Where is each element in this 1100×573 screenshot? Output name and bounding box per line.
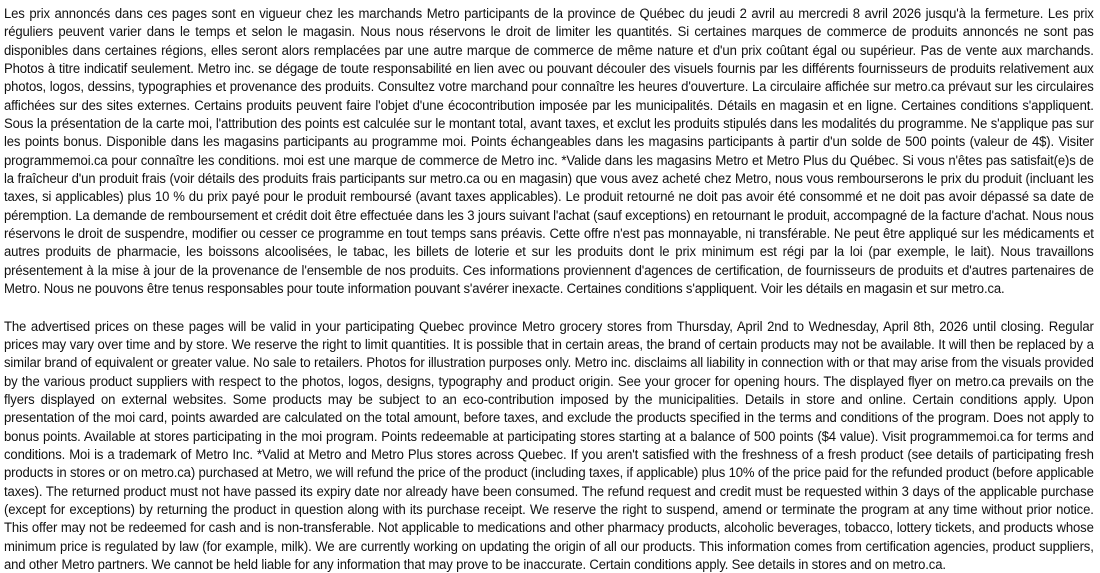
english-legal-paragraph: The advertised prices on these pages will be valid in your participating Quebec province Metro grocery stores from Thursday, April 2nd to Wednesday, April 8th, 2026 until closing. Regular prices may vary over time and by store. We reserve the right to limit quantities. It is possible that in certain areas, the brand of certain products may not be available. It will then be replaced by a similar brand of equivalent or greater value. No sale to retailers. Photos for illustration purposes only. Metro inc. disclaims all liability in connection with or that may arise from the visuals provided by the various product suppliers with respect to the photos, logos, designs, typography and product origin. See your grocer for opening hours. The displayed flyer on metro.ca prevails on the flyers displayed on external websites. Some products may be subject to an eco-contribution imposed by the municipalities. Details in store and online. Certain conditions apply. Upon presentation of the moi card, points awarded are calculated on the total amount, before taxes, and exclude the products specified in the terms and conditions of the program. Does not apply to bonus points. Available at stores participating in the moi program. Points redeemable at participating stores starting at a balance of 500 points ($4 value). Visit programmemoi.ca for terms and conditions. Moi is a trademark of Metro Inc. *Valid at Metro and Metro Plus stores across Quebec. If you aren't satisfied with the freshness of a fresh product (see details of participating fresh products in stores or on metro.ca) purchased at Metro, we will refund the price of the product (including taxes, if applicable) plus 10% of the price paid for the refunded product (before applicable taxes). The returned product must not have passed its expiry date nor already have been consumed. The refund request and credit must be requested within 3 days of the applicable purchase (except for exceptions) by returning the product in question along with its purchase receipt. We reserve the right to suspend, amend or terminate the program at any time without prior notice. This offer may not be redeemed for cash and is non-transferable. Not applicable to medications and other pharmacy products, alcoholic beverages, tobacco, lottery tickets, and products whose minimum price is regulated by law (for example, milk). We are currently working on updating the origin of all our products. This information comes from certification agencies, product suppliers, and other Metro partners. We cannot be held liable for any information that may prove to be inaccurate. Certain conditions apply. See details in stores and on metro.ca.: [4, 317, 1094, 573]
french-legal-paragraph: Les prix annoncés dans ces pages sont en vigueur chez les marchands Metro participants de la province de Québec du jeudi 2 avril au mercredi 8 avril 2026 jusqu'à la fermeture. Les prix réguliers peuvent varier dans le temps et selon le magasin. Nous nous réservons le droit de limiter les quantités. Si certaines marques de commerce de produits annoncés ne sont pas disponibles dans certaines régions, elles seront alors remplacées par une autre marque de commerce de même nature et d'un prix coûtant égal ou supérieur. Pas de vente aux marchands. Photos à titre indicatif seulement. Metro inc. se dégage de toute responsabilité en lien avec ou pouvant découler des visuels fournis par les différents fournisseurs de produits relativement aux photos, logos, dessins, typographies et provenance des produits. Consultez votre marchand pour connaître les heures d'ouverture. La circulaire affichée sur metro.ca prévaut sur les circulaires affichées sur des sites externes. Certains produits peuvent faire l'objet d'une écocontribution imposée par les municipalités. Détails en magasin et en ligne. Certaines conditions s'appliquent. Sous la présentation de la carte moi, l'attribution des points est calculée sur le montant total, avant taxes, et exclut les produits stipulés dans les modalités du programme. Ne s'applique pas sur les points bonus. Disponible dans les magasins participants au programme moi. Points échangeables dans les magasins participants à partir d'un solde de 500 points (valeur de 4$). Visiter programmemoi.ca pour connaître les conditions. moi est une marque de commerce de Metro inc. *Valide dans les magasins Metro et Metro Plus du Québec. Si vous n'êtes pas satisfait(e)s de la fraîcheur d'un produit frais (voir détails des produits frais participants sur metro.ca ou en magasin) que vous avez acheté chez Metro, nous vous rembourserons le prix du produit (incluant les taxes, si applicables) plus 10 % du prix payé pour le produit remboursé (avant taxes applicables). Le produit retourné ne doit pas avoir été consommé et ne doit pas avoir dépassé sa date de péremption. La demande de remboursement et crédit doit être effectuée dans les 3 jours suivant l'achat (sauf exceptions) en retournant le produit, accompagné de la facture d'achat. Nous nous réservons le droit de suspendre, modifier ou cesser ce programme en tout temps sans préavis. Cette offre n'est pas monnayable, ni transférable. Ne peut être appliqué sur les médicaments et autres produits de pharmacie, les boissons alcoolisées, le tabac, les billets de loterie et sur les produits dont le prix minimum est régi par la loi (par exemple, le lait). Nous travaillons présentement à la mise à jour de la provenance de l'ensemble de nos produits. Ces informations proviennent d'agences de certification, de fournisseurs de produits et d'autres partenaires de Metro. Nous ne pouvons être tenus responsables pour toute information pouvant s'avérer inexacte. Certaines conditions s'appliquent. Voir les détails en magasin et sur metro.ca.: [4, 4, 1094, 298]
paragraph-spacer: [4, 298, 1094, 317]
